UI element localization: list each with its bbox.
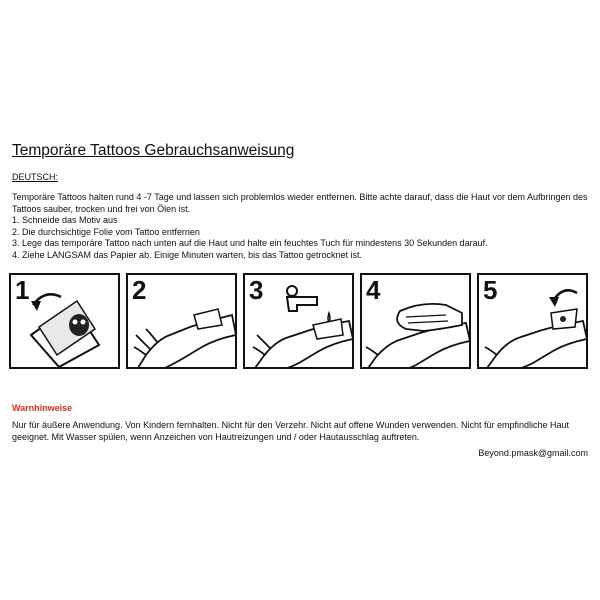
steps-list	[12, 215, 592, 261]
step-2: 2. Die durchsichtige Folie vom Tattoo entfernen	[12, 226, 200, 237]
intro-text: Temporäre Tattoos halten rund 4 -7 Tage und lassen sich problemlos wieder entfernen. Bitte achte darauf, dass die Haut vor dem Aufbringen des Tattoos sauber, trocken und frei von Ölen ist.	[12, 192, 588, 214]
warning-text: Nur für äußere Anwendung. Von Kindern fernhalten. Nicht für den Verzehr. Nicht auf offene Wunden verwenden. Nicht für empfindliche Haut geeignet. Mit Wasser spülen, wenn Anzeichen von Hautreizungen und / oder Hautausschlag auftreten.	[12, 420, 569, 442]
page-title: Temporäre Tattoos Gebrauchsanweisung	[12, 142, 295, 159]
language-label: DEUTSCH:	[12, 172, 59, 182]
panel-2	[126, 273, 237, 369]
panel-4	[360, 273, 471, 369]
panel-number: 4	[366, 275, 381, 305]
step-3: 3. Lege das temporäre Tattoo nach unten auf die Haut und halte ein feuchtes Tuch für mindestens 30 Sekunden darauf.	[12, 238, 488, 248]
panel-number: 5	[483, 275, 498, 305]
panel-1	[9, 273, 120, 369]
panel-3	[243, 273, 354, 369]
warning-title: Warnhinweise	[12, 403, 73, 413]
step-1: 1. Schneide das Motiv aus	[12, 215, 118, 225]
panel-number: 1	[15, 275, 30, 305]
contact-email: Beyond.pmask@gmail.com	[478, 448, 588, 458]
panel-number: 2	[132, 275, 147, 305]
step-4: 4. Ziehe LANGSAM das Papier ab. Einige Minuten warten, bis das Tattoo getrocknet ist.	[12, 249, 363, 260]
panel-5	[477, 273, 588, 369]
instruction-panels	[9, 273, 591, 371]
panel-number: 3	[249, 275, 264, 305]
